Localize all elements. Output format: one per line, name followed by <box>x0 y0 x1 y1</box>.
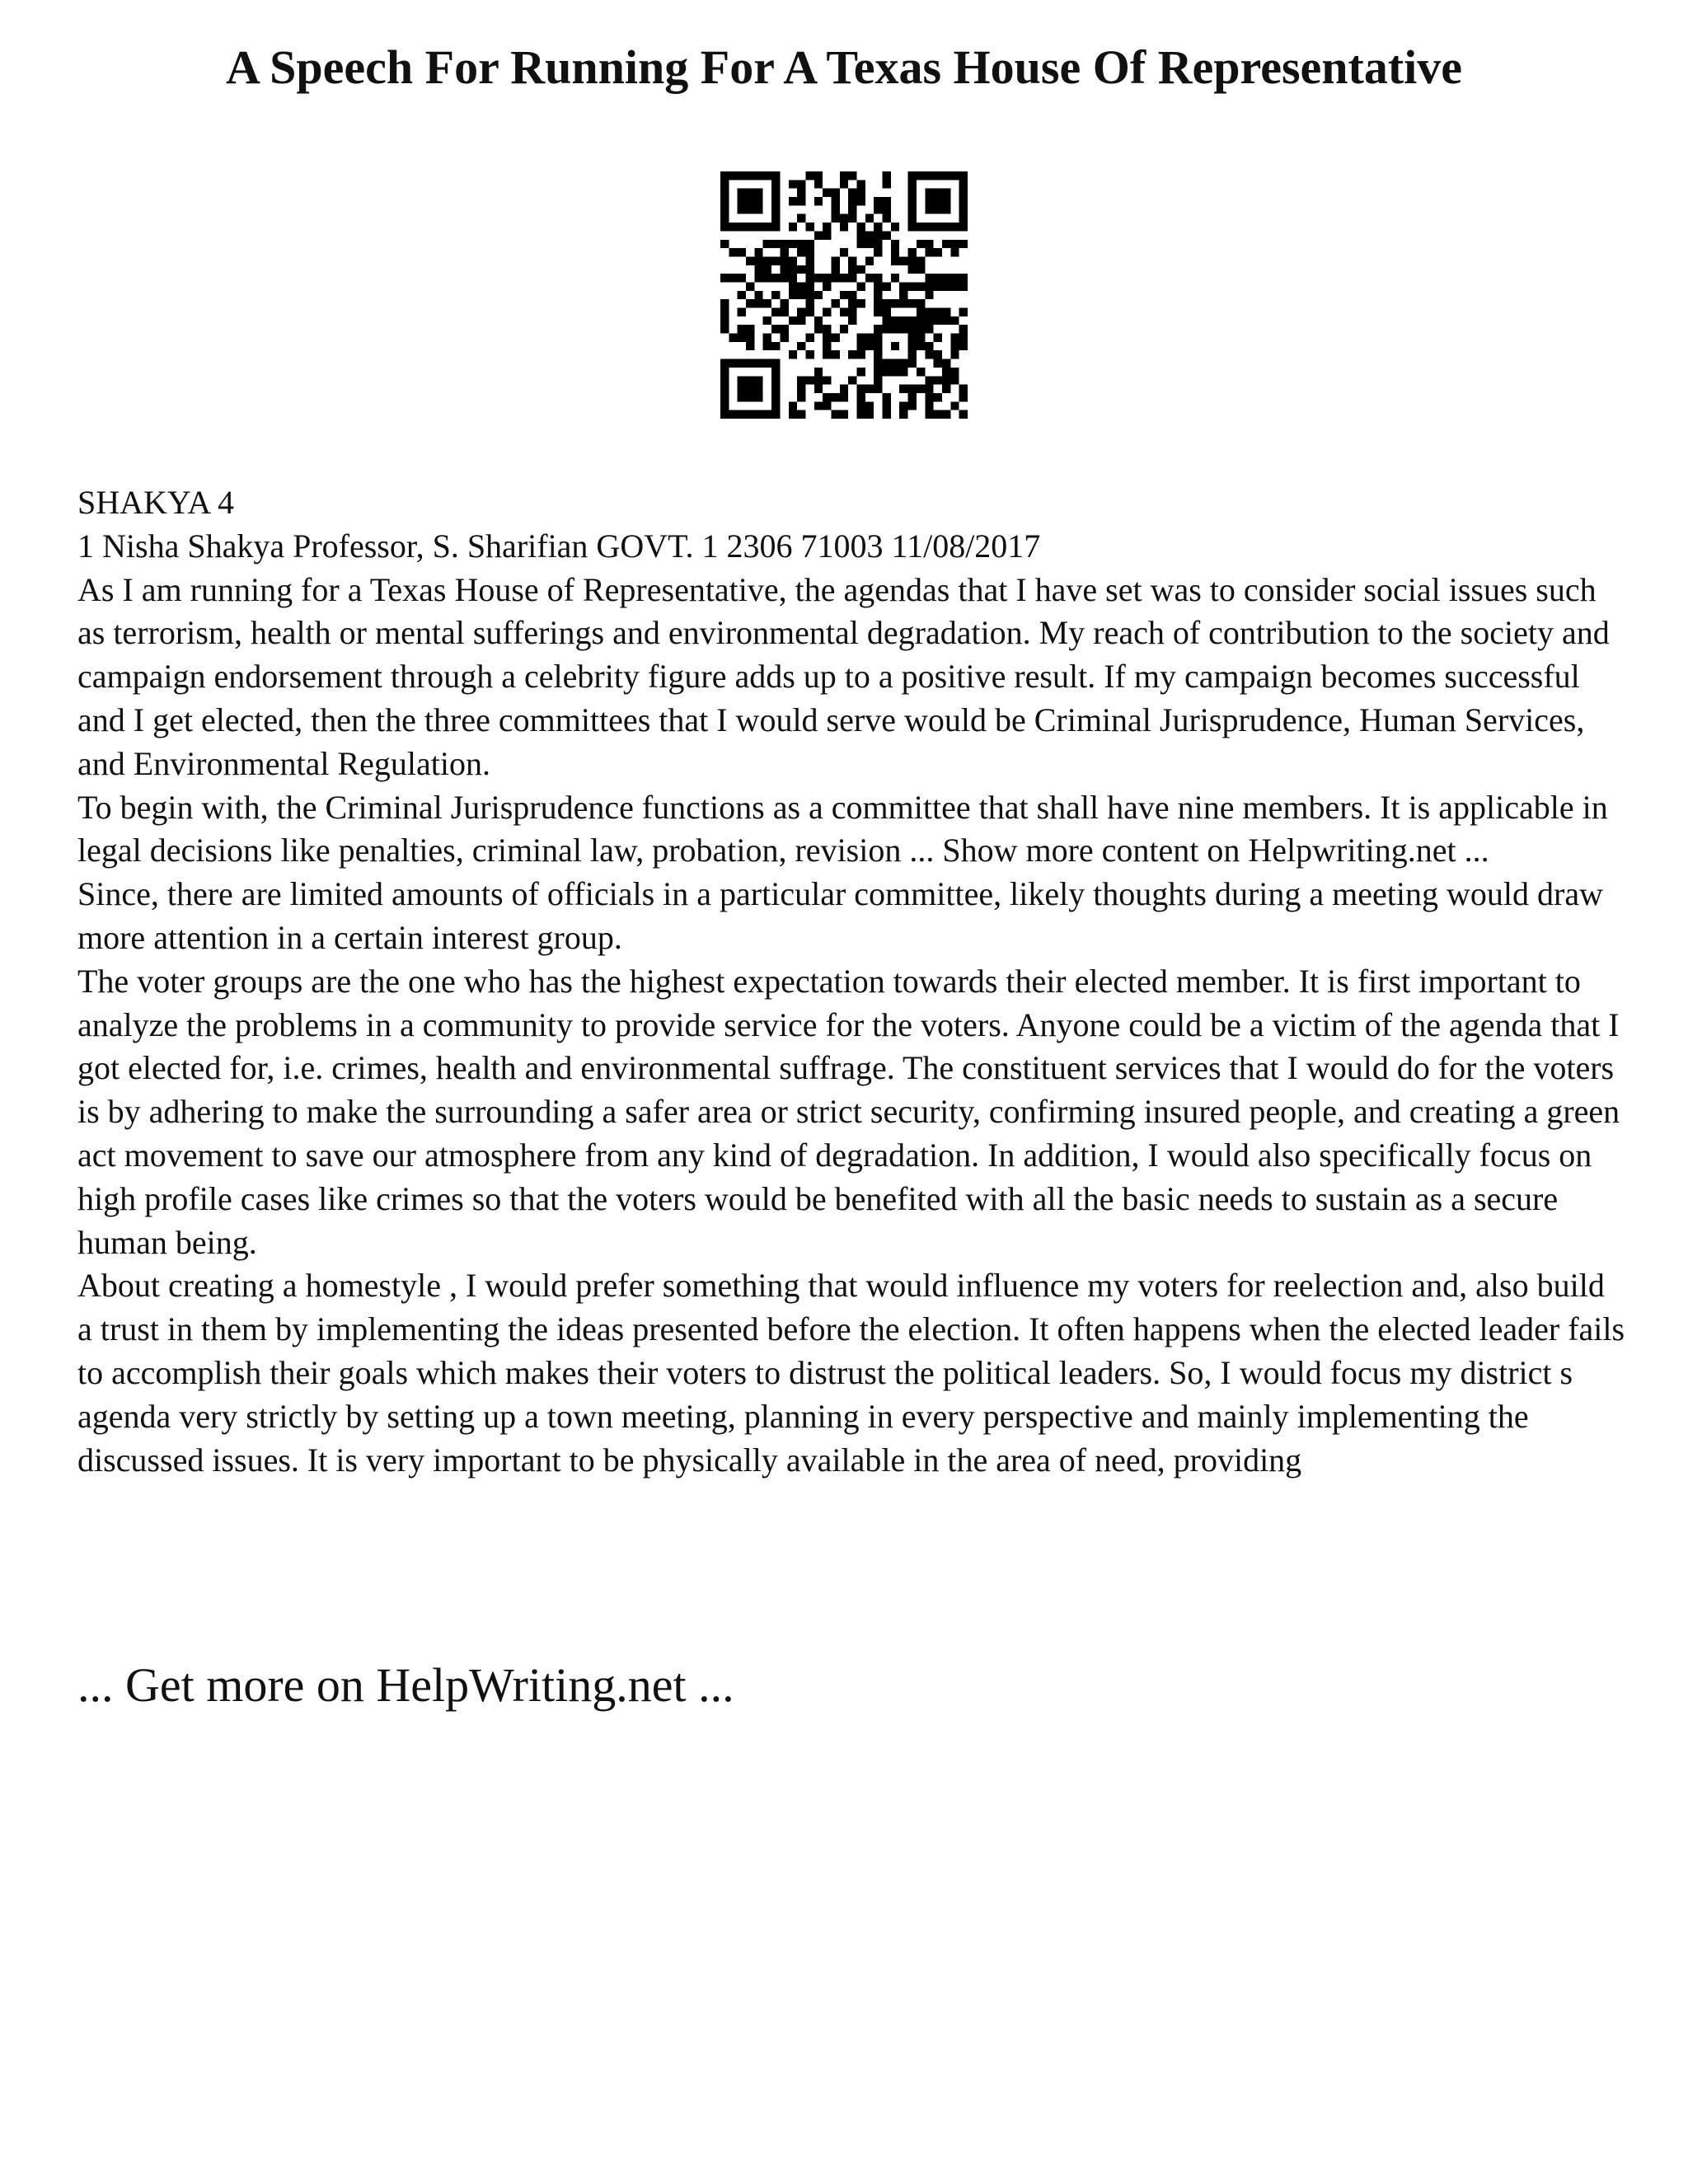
header-line: SHAKYA 4 <box>77 484 235 521</box>
paragraph: As I am running for a Texas House of Representative, the agendas that I have set was to consider social issues such as terrorism, health or mental sufferings and environmental degradation. My reach of contribution to the society and campaign endorsement through a celebrity figure adds up to a positive result. If my campaign becomes successful and I get elected, then the three committees that I would serve would be Criminal Jurisprudence, Human Services, and Environmental Regulation. <box>77 570 1610 782</box>
page-title: A Speech For Running For A Texas House Of Representative <box>225 40 1463 94</box>
paragraph: The voter groups are the one who has the highest expectation towards their elected member. It is first important to analyze the problems in a community to provide service for the voters. Anyone could be a victim of the agenda that I got elected for, i.e. crimes, health and environmental suffrage. The constituent services that I would do for the voters is by adhering to make the surrounding a safer area or strict security, confirming insured people, and creating a green act movement to save our atmosphere from any kind of degradation. In addition, I would also specifically focus on high profile cases like crimes so that the voters would be benefited with all the basic needs to sustain as a secure human being. <box>77 962 1620 1261</box>
paragraph: Since, there are limited amounts of officials in a particular committee, likely thoughts during a meeting would draw more attention in a certain interest group. <box>77 875 1603 956</box>
paragraph: To begin with, the Criminal Jurisprudence functions as a committee that shall have nine members. It is applicable in legal decisions like penalties, criminal law, probation, revision ... Show more content on Helpwriting.net ... <box>77 788 1608 869</box>
byline: 1 Nisha Shakya Professor, S. Sharifian GOVT. 1 2306 71003 11/08/2017 <box>77 527 1041 565</box>
paragraph: About creating a homestyle , I would prefer something that would influence my voters for reelection and, also build a trust in them by implementing the ideas presented before the election. It often happens when the elected leader fails to accomplish their goals which makes their voters to distrust the political leaders. So, I would focus my district s agenda very strictly by setting up a town meeting, planning in every perspective and mainly implementing the discussed issues. It is very important to be physically available in the area of need, providing <box>77 1267 1625 1479</box>
qr-code-icon[interactable] <box>720 171 968 419</box>
get-more-link[interactable]: ... Get more on HelpWriting.net ... <box>77 1658 734 1712</box>
qr-code-graphic <box>720 171 968 419</box>
article-body <box>77 481 1627 1482</box>
